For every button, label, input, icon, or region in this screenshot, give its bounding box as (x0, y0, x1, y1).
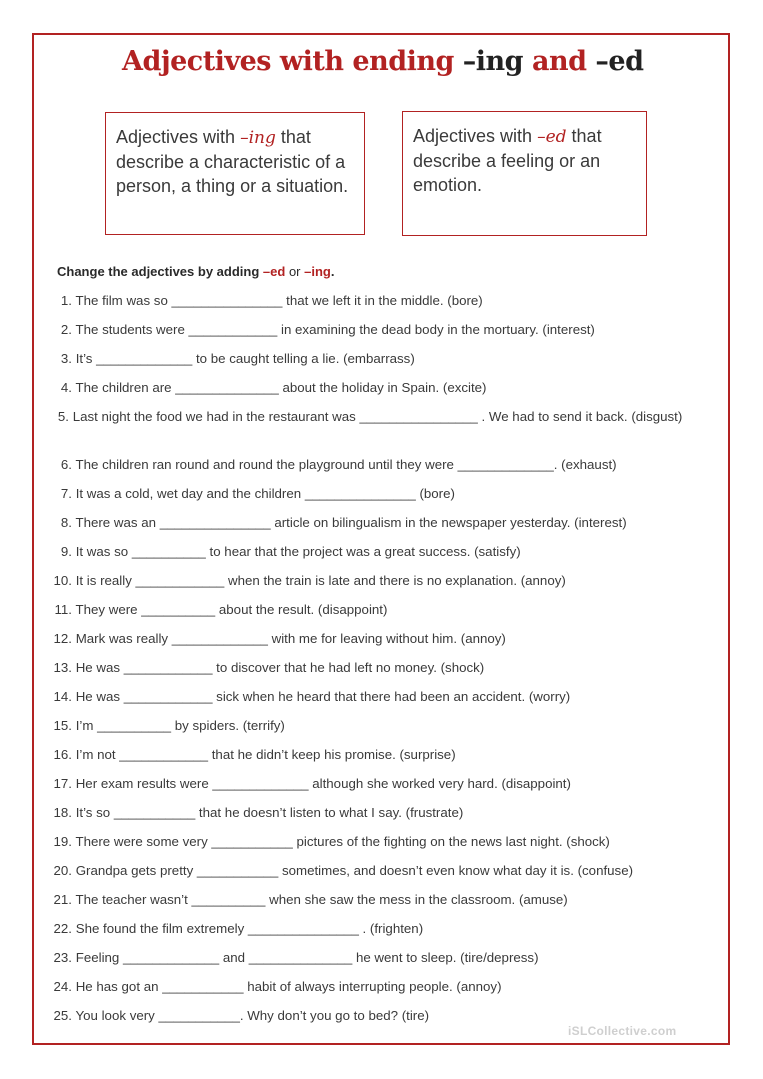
question-item (47, 514, 719, 532)
question-item (47, 920, 719, 938)
question-number: 17. (53, 776, 72, 791)
question-item (47, 1007, 719, 1025)
question-number: 10. (53, 573, 72, 588)
question-number: 12. (53, 631, 72, 646)
question-text: The teacher wasn’t __________ when she saw the mess in the classroom. (amuse) (75, 892, 568, 907)
question-item (47, 601, 719, 619)
question-text: They were __________ about the result. (disappoint) (75, 602, 388, 617)
question-text: Mark was really _____________ with me for leaving without him. (annoy) (75, 631, 506, 646)
question-number: 4. (60, 380, 72, 395)
question-text: He has got an ___________ habit of always interrupting people. (annoy) (75, 979, 502, 994)
question-text: It’s so ___________ that he doesn’t listen to what I say. (frustrate) (75, 805, 464, 820)
ing-definition-text: describe a characteristic of a person, a thing or a situation. (116, 152, 349, 196)
question-text: Grandpa gets pretty ___________ sometimes, and doesn’t even know what day it is. (confuse) (75, 863, 634, 878)
question-number: 16. (53, 747, 72, 762)
question-number: 3. (60, 351, 72, 366)
watermark: iSLCollective.com (568, 1024, 677, 1038)
instructions: Change the adjectives by adding –ed or –ing. (57, 264, 335, 279)
question-item (47, 775, 719, 793)
question-number: 23. (53, 950, 72, 965)
question-item (47, 543, 719, 561)
question-number: 18. (53, 805, 72, 820)
question-text: It was a cold, wet day and the children _______________ (bore) (75, 486, 455, 501)
question-number: 19. (53, 834, 72, 849)
ing-definition-box: Adjectives with –ing that describe a characteristic of a person, a thing or a situation. (105, 112, 365, 235)
question-text: There was an _______________ article on bilingualism in the newspaper yesterday. (interest) (75, 515, 627, 530)
question-item (47, 379, 719, 397)
question-item (44, 408, 744, 426)
question-text: She found the film extremely _______________ . (frighten) (75, 921, 424, 936)
question-item (47, 949, 719, 967)
question-number: 2. (60, 322, 72, 337)
question-number: 13. (53, 660, 72, 675)
question-text: I’m __________ by spiders. (terrify) (75, 718, 285, 733)
question-text: Her exam results were _____________ although she worked very hard. (disappoint) (75, 776, 571, 791)
question-number: 14. (53, 689, 72, 704)
question-item (47, 456, 719, 474)
question-number: 7. (60, 486, 72, 501)
question-text: The children ran round and round the playground until they were _____________. (exhaust) (75, 457, 617, 472)
question-number: 6. (60, 457, 72, 472)
question-item (47, 350, 719, 368)
question-number: 20. (53, 863, 72, 878)
question-number: 9. (60, 544, 72, 559)
question-number: 15. (53, 718, 72, 733)
question-text: Feeling _____________ and ______________ he went to sleep. (tire/depress) (75, 950, 539, 965)
question-item (47, 978, 719, 996)
question-number: 24. (53, 979, 72, 994)
question-item (47, 746, 719, 764)
question-text: He was ____________ to discover that he had left no money. (shock) (75, 660, 485, 675)
question-text: Last night the food we had in the restaurant was ________________ . We had to send it back. (disgust) (72, 409, 683, 424)
ed-definition-text: describe a feeling or an emotion. (413, 151, 601, 195)
question-item (47, 891, 719, 909)
question-item (47, 717, 719, 735)
question-text: It was so __________ to hear that the project was a great success. (satisfy) (75, 544, 521, 559)
question-item (47, 292, 719, 310)
question-item (47, 833, 719, 851)
question-text: The film was so _______________ that we left it in the middle. (bore) (75, 293, 483, 308)
worksheet-title: Adjectives with ending –ing and –ed (122, 46, 644, 77)
question-item (47, 321, 719, 339)
question-item (47, 804, 719, 822)
ed-definition-box: Adjectives with –ed that describe a feeling or an emotion. (402, 111, 647, 236)
question-number: 8. (60, 515, 72, 530)
question-text: You look very ___________. Why don’t you go to bed? (tire) (75, 1008, 430, 1023)
question-text: I’m not ____________ that he didn’t keep his promise. (surprise) (75, 747, 456, 762)
question-text: There were some very ___________ pictures of the fighting on the news last night. (shock) (75, 834, 610, 849)
question-item (47, 485, 719, 503)
question-item (47, 862, 719, 880)
question-number: 1. (60, 293, 72, 308)
question-number: 22. (53, 921, 72, 936)
question-number: 5. (57, 409, 69, 424)
question-item (47, 630, 719, 648)
question-number: 11. (54, 602, 72, 617)
question-text: He was ____________ sick when he heard that there had been an accident. (worry) (75, 689, 571, 704)
question-text: The students were ____________ in examining the dead body in the mortuary. (interest) (75, 322, 595, 337)
question-number: 21. (53, 892, 72, 907)
question-text: It’s _____________ to be caught telling a lie. (embarrass) (75, 351, 415, 366)
question-item (47, 688, 719, 706)
question-text: The children are ______________ about the holiday in Spain. (excite) (75, 380, 487, 395)
question-item (47, 572, 719, 590)
question-text: It is really ____________ when the train is late and there is no explanation. (annoy) (75, 573, 566, 588)
question-number: 25. (53, 1008, 72, 1023)
question-item (47, 659, 719, 677)
